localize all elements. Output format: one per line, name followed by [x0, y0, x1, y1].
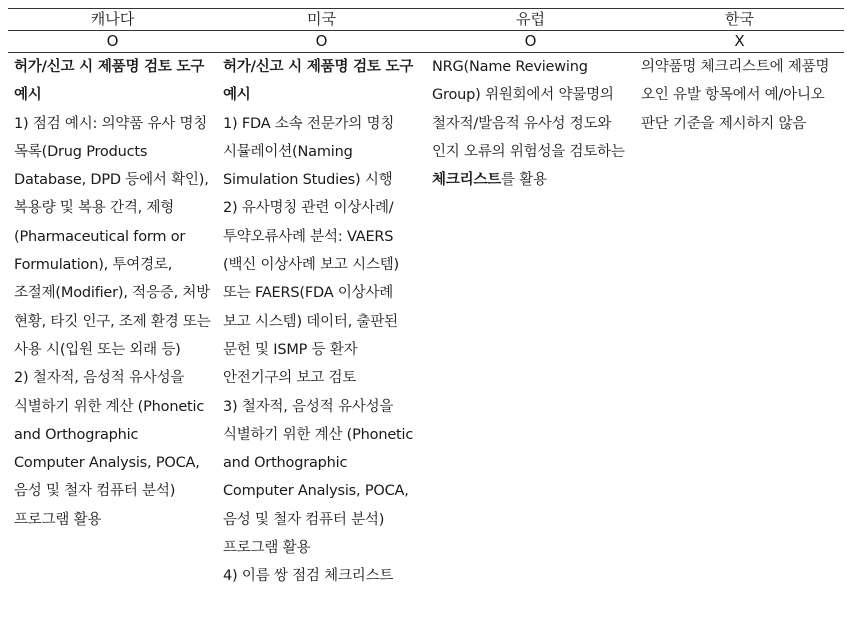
europe-text-before: NRG(Name Reviewing Group) 위원회에서 약물명의 철자적/발음적 유사성 정도와 인지 오류의 위험성을 검토하는	[432, 59, 630, 160]
table-header-row	[8, 9, 844, 31]
comparison-table	[8, 8, 844, 591]
canada-item-1: 1) 점검 예시: 의약품 유사 명칭 목록(Drug Products Database, DPD 등에서 확인), 복용량 및 복용 간격, 제형(Pharmaceutical form or Formulation), 투여경로, 조절제(Modifier), 적응증, 처방 현황, 타깃 인구, 조제 환경 또는 사용 시(입원 또는 외래 등)	[14, 115, 215, 358]
mark-europe: O	[524, 32, 537, 50]
usa-item-4: 4) 이름 쌍 점검 체크리스트	[223, 568, 394, 585]
table-body-row	[8, 53, 844, 591]
europe-text-bold: 체크리스트	[432, 172, 502, 189]
korea-text: 의약품명 체크리스트에 제품명 오인 유발 항목에서 예/아니오 판단 기준을 제시하지 않음	[641, 59, 834, 132]
mark-korea: X	[734, 32, 745, 50]
header-europe: 유럽	[516, 10, 545, 28]
europe-text-after: 를 활용	[501, 172, 547, 189]
usa-item-3: 3) 철자적, 음성적 유사성을 식별하기 위한 계산 (Phonetic and Orthographic Computer Analysis, POCA, 음성 및 철자 컴퓨터 분석) 프로그램 활용	[223, 398, 418, 557]
mark-usa: O	[315, 32, 328, 50]
table-marks-row	[8, 31, 844, 53]
canada-heading: 허가/신고 시 제품명 검토 도구 예시	[14, 59, 210, 104]
usa-item-2: 2) 유사명칭 관련 이상사례/투약오류사례 분석: VAERS (백신 이상사례 보고 시스템) 또는 FAERS(FDA 이상사례 보고 시스템) 데이터, 출판된 문헌 및 ISMP 등 환자 안전기구의 보고 검토	[223, 200, 404, 387]
cell-usa	[217, 53, 426, 591]
canada-item-2: 2) 철자적, 음성적 유사성을 식별하기 위한 계산 (Phonetic and Orthographic Computer Analysis, POCA, 음성 및 철자 컴퓨터 분석) 프로그램 활용	[14, 370, 209, 528]
header-usa: 미국	[307, 10, 336, 28]
cell-korea	[635, 53, 844, 591]
cell-canada	[8, 53, 217, 591]
header-korea: 한국	[725, 10, 754, 28]
mark-canada: O	[106, 32, 119, 50]
cell-europe	[426, 53, 635, 591]
header-canada: 캐나다	[90, 10, 135, 28]
usa-item-1: 1) FDA 소속 전문가의 명칭 시뮬레이션(Naming Simulation Studies) 시행	[223, 115, 399, 189]
usa-heading: 허가/신고 시 제품명 검토 도구 예시	[223, 59, 419, 104]
